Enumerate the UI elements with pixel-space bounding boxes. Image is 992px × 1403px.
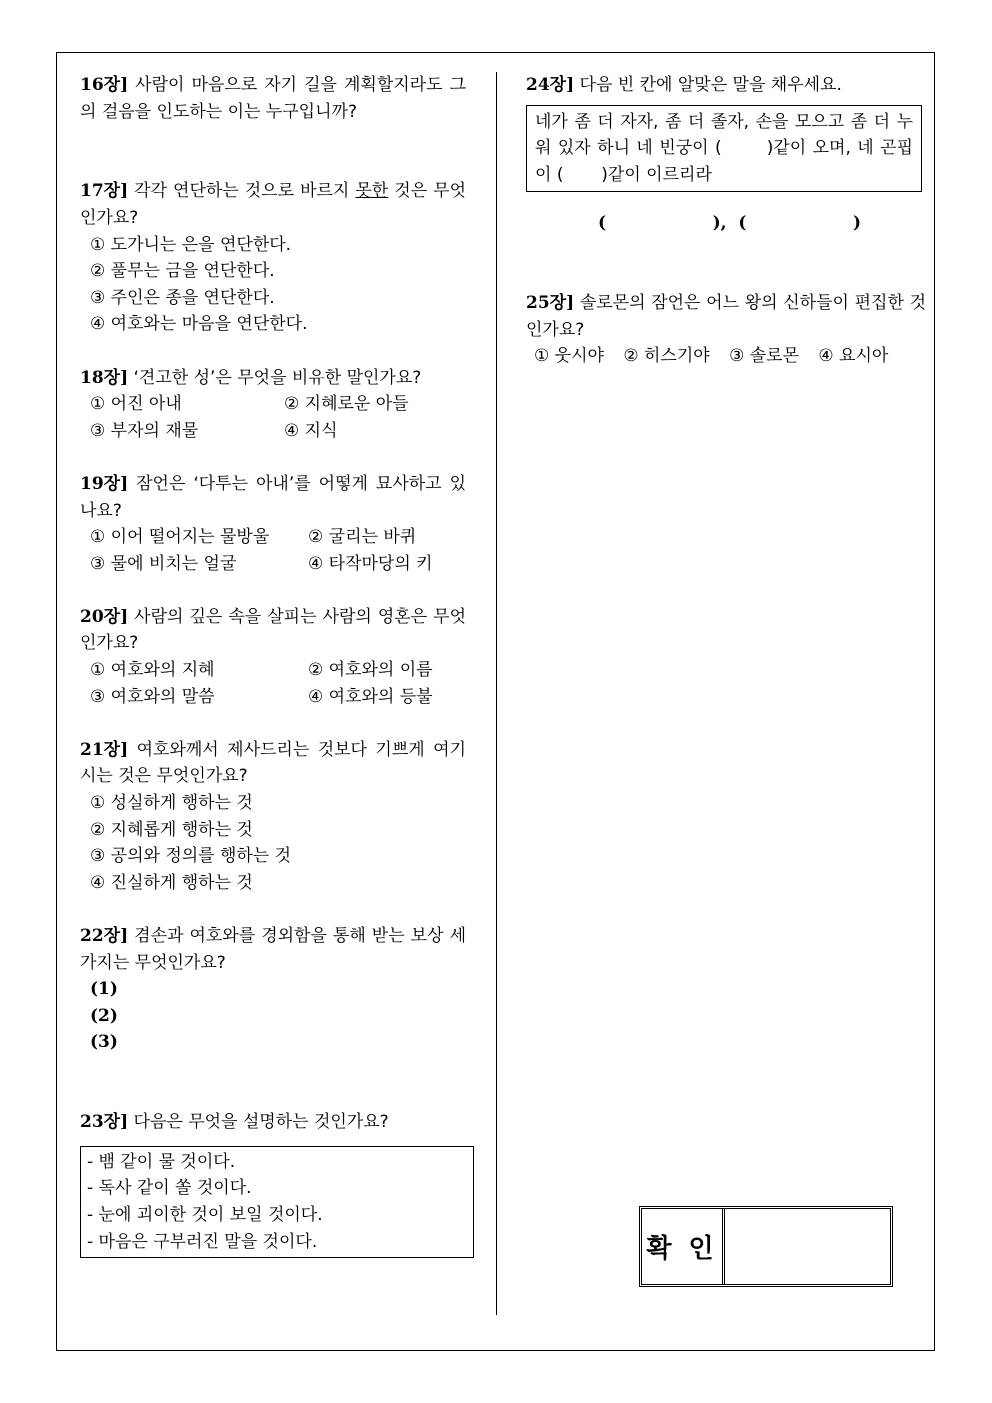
confirm-label: 확 인 xyxy=(642,1209,725,1284)
option[interactable]: ③ 물에 비치는 얼굴 xyxy=(90,553,237,574)
option[interactable]: ④ 여호와는 마음을 연단한다. xyxy=(90,314,308,335)
column-divider xyxy=(496,72,497,1315)
question-number: 24장] xyxy=(526,75,575,95)
option[interactable]: ② 지혜로운 아들 xyxy=(284,394,409,415)
option[interactable]: ③ 주인은 종을 연단한다. xyxy=(90,287,275,308)
option[interactable]: ① 성실하게 행하는 것 xyxy=(90,793,253,814)
option[interactable]: ② 굴리는 바퀴 xyxy=(308,527,417,548)
option[interactable]: ④ 타작마당의 키 xyxy=(308,553,433,574)
question-text: ‘견고한 성’은 무엇을 비유한 말인가요? xyxy=(128,367,422,388)
passage-text: )같이 이르리라 xyxy=(601,164,712,185)
description-line: - 눈에 괴이한 것이 보일 것이다. xyxy=(87,1204,323,1225)
question-text: 다음은 무엇을 설명하는 것인가요? xyxy=(128,1112,389,1133)
passage-text: 네가 좀 더 자자, 좀 더 졸자, 손을 모으고 좀 더 누워 있자 하니 네 빈궁이 ( xyxy=(535,111,913,159)
question-25 xyxy=(526,290,926,370)
question-19 xyxy=(80,471,466,577)
question-number: 22장] xyxy=(80,926,129,946)
question-22 xyxy=(80,923,466,1056)
question-text: 여호와께서 제사드리는 것보다 기쁘게 여기시는 것은 무엇인가요? xyxy=(80,739,466,787)
option[interactable]: ② 지혜롭게 행하는 것 xyxy=(90,819,253,840)
right-column xyxy=(526,72,926,370)
question-number: 21장] xyxy=(80,739,129,760)
question-text-underlined: 못한 xyxy=(355,181,389,202)
question-23 xyxy=(80,1109,466,1258)
option[interactable]: ④ 여호와의 등불 xyxy=(308,686,433,707)
answer-item[interactable]: (2) xyxy=(90,1005,118,1026)
question-20 xyxy=(80,604,466,710)
option[interactable]: ② 히스기야 xyxy=(623,346,710,367)
option[interactable]: ③ 공의와 정의를 행하는 것 xyxy=(90,846,292,867)
question-number: 17장] xyxy=(80,181,129,202)
question-number: 16장] xyxy=(80,75,129,95)
question-text: 것은 무엇인가요? xyxy=(80,181,466,228)
question-text: 다음 빈 칸에 알맞은 말을 채우세요. xyxy=(574,75,842,95)
question-text: 사람이 마음으로 자기 길을 계획할지라도 그의 걸음을 인도하는 이는 누구입니까? xyxy=(80,75,466,122)
question-text: 솔로몬의 잠언은 어느 왕의 신하들이 편집한 것인가요? xyxy=(526,293,926,340)
option[interactable]: ③ 부자의 재물 xyxy=(90,420,199,441)
option[interactable]: ③ 여호와의 말씀 xyxy=(90,686,215,707)
question-text: 사람의 깊은 속을 살피는 사람의 영혼은 무엇인가요? xyxy=(80,606,466,654)
option[interactable]: ① 어진 아내 xyxy=(90,394,182,415)
option[interactable]: ③ 솔로몬 xyxy=(729,346,799,367)
question-text: 잠언은 ‘다투는 아내’를 어떻게 묘사하고 있나요? xyxy=(80,473,466,521)
passage-box xyxy=(526,105,922,193)
question-number: 25장] xyxy=(526,293,575,314)
answer-blanks[interactable]: ( ), ( ) xyxy=(598,213,861,234)
question-number: 23장] xyxy=(80,1112,129,1133)
description-box xyxy=(80,1146,474,1258)
option[interactable]: ② 여호와의 이름 xyxy=(308,660,433,681)
left-column xyxy=(80,72,466,1258)
description-line: - 독사 같이 쏠 것이다. xyxy=(87,1178,252,1199)
question-18 xyxy=(80,365,466,445)
description-line: - 뱀 같이 물 것이다. xyxy=(87,1151,236,1172)
answer-item[interactable]: (3) xyxy=(90,1032,118,1053)
question-text: 각각 연단하는 것으로 바르지 xyxy=(128,181,356,202)
option[interactable]: ① 이어 떨어지는 물방울 xyxy=(90,527,270,548)
question-number: 18장] xyxy=(80,367,129,388)
question-text: 겸손과 여호와를 경외함을 통해 받는 보상 세 가지는 무엇인가요? xyxy=(80,926,466,973)
answer-item[interactable]: (1) xyxy=(90,979,118,1000)
option[interactable]: ④ 요시아 xyxy=(818,346,889,367)
passage-text: )같이 오며, 네 곤핍이 ( xyxy=(535,138,914,185)
question-24 xyxy=(526,72,926,237)
option[interactable]: ④ 지식 xyxy=(284,420,338,441)
confirm-signature-field[interactable] xyxy=(725,1209,890,1284)
option[interactable]: ① 웃시야 xyxy=(534,346,604,367)
question-number: 19장] xyxy=(80,473,129,494)
question-number: 20장] xyxy=(80,606,129,627)
description-line: - 마음은 구부러진 말을 것이다. xyxy=(87,1231,318,1252)
question-17 xyxy=(80,178,466,338)
option[interactable]: ① 도가니는 은을 연단한다. xyxy=(90,234,292,255)
option[interactable]: ④ 진실하게 행하는 것 xyxy=(90,872,253,893)
question-21 xyxy=(80,737,466,897)
question-16 xyxy=(80,72,466,125)
option[interactable]: ② 풀무는 금을 연단한다. xyxy=(90,261,275,282)
option[interactable]: ① 여호와의 지혜 xyxy=(90,660,215,681)
confirm-box xyxy=(639,1206,893,1287)
